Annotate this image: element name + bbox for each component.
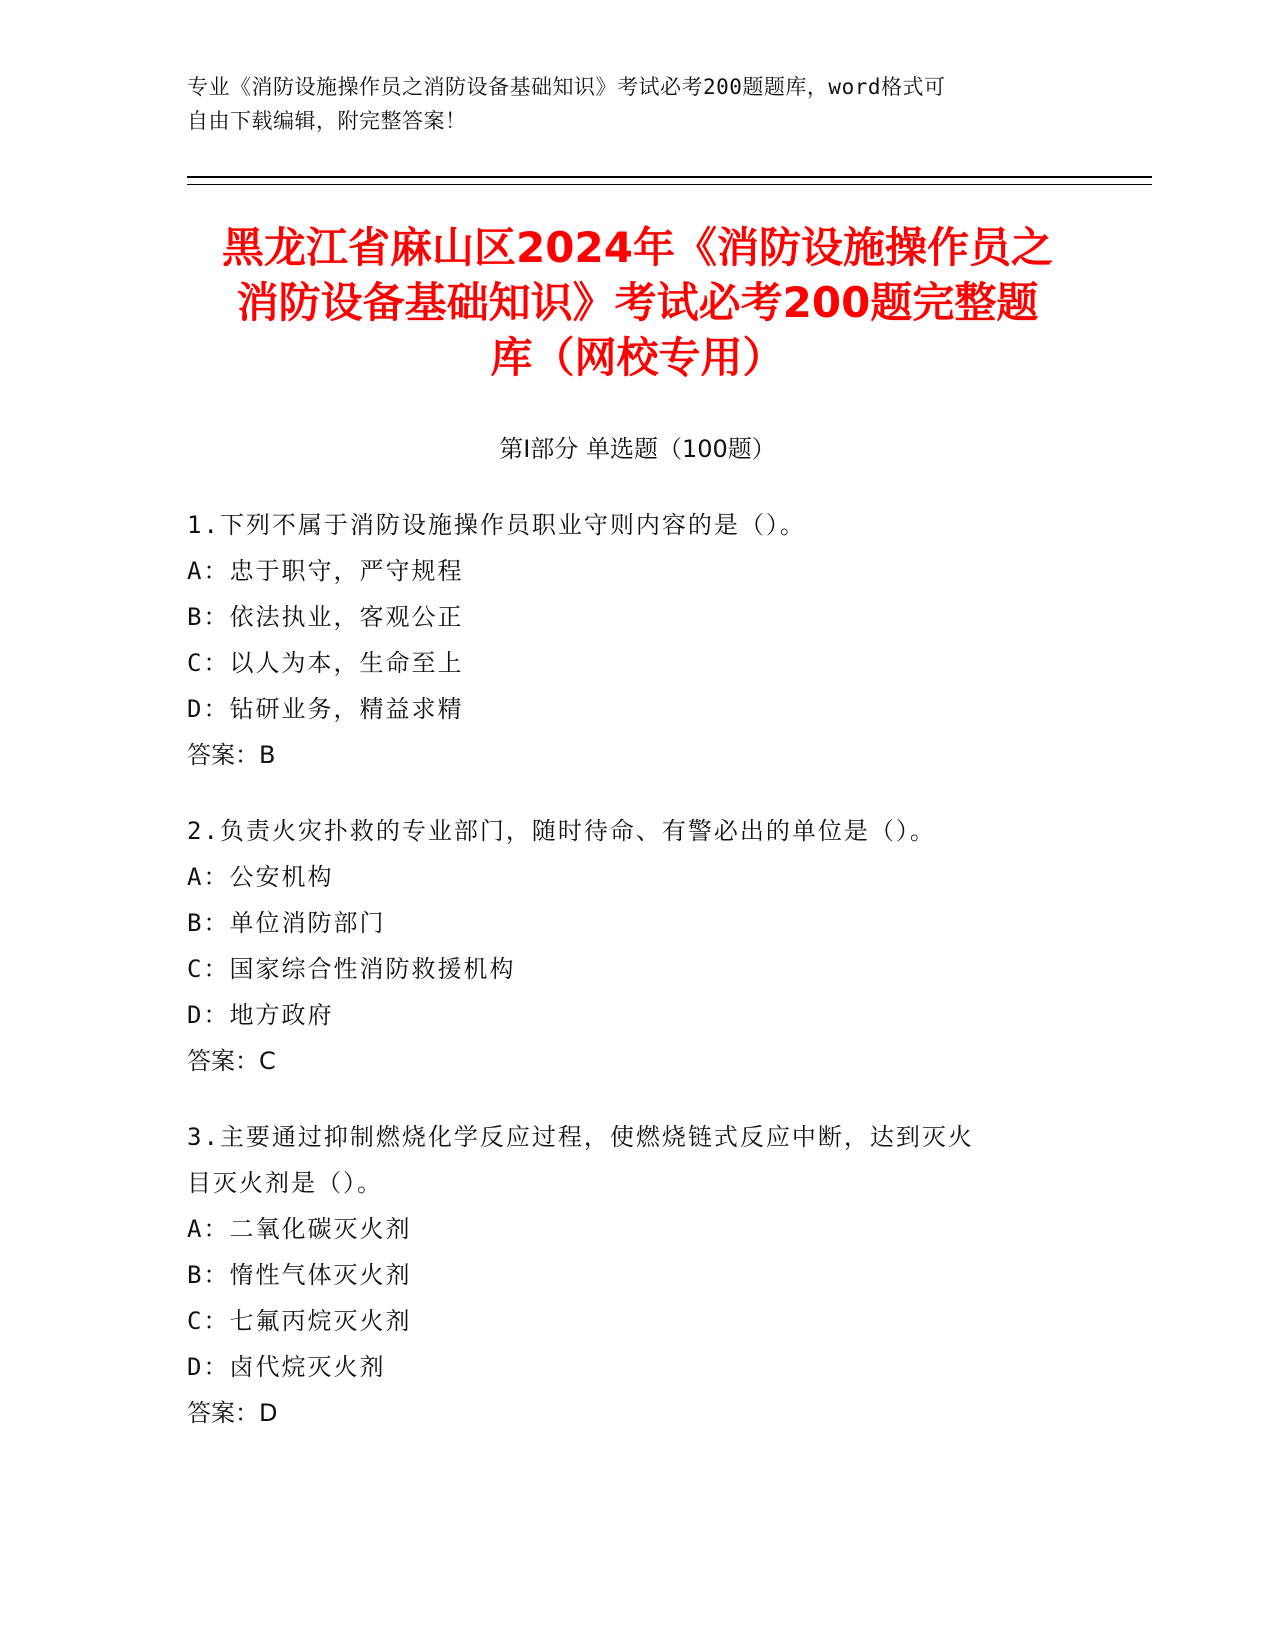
question-3-answer: 答案：D <box>187 1399 278 1427</box>
document-title-line-3: 库（网校专用） <box>490 333 785 382</box>
question-3-text-line-2: 目灭火剂是（）。 <box>187 1169 383 1197</box>
question-1-option-b: B：依法执业，客观公正 <box>187 603 464 631</box>
document-title-line-1: 黑龙江省麻山区2024年《消防设施操作员之 <box>222 223 1053 272</box>
header-divider-thin <box>187 184 1152 185</box>
question-3-option-b: B：惰性气体灭火剂 <box>187 1261 412 1289</box>
question-2 <box>187 808 1087 1084</box>
header-note-line-2: 自由下载编辑，附完整答案！ <box>187 109 467 133</box>
question-1-option-c: C：以人为本，生命至上 <box>187 649 464 677</box>
question-3 <box>187 1114 1087 1436</box>
document-title-line-2: 消防设备基础知识》考试必考200题完整题 <box>236 278 1039 327</box>
question-2-option-d: D：地方政府 <box>187 1001 334 1029</box>
question-3-option-d: D：卤代烷灭火剂 <box>187 1353 386 1381</box>
question-3-text-line-1: 3.主要通过抑制燃烧化学反应过程，使燃烧链式反应中断，达到灭火 <box>187 1123 974 1151</box>
question-2-answer: 答案：C <box>187 1047 276 1075</box>
question-2-option-a: A：公安机构 <box>187 863 334 891</box>
question-1-option-a: A：忠于职守，严守规程 <box>187 557 464 585</box>
question-2-option-c: C：国家综合性消防救援机构 <box>187 955 516 983</box>
question-3-option-a: A：二氧化碳灭火剂 <box>187 1215 412 1243</box>
header-note <box>187 70 1057 138</box>
question-1 <box>187 502 1087 778</box>
question-3-option-c: C：七氟丙烷灭火剂 <box>187 1307 412 1335</box>
question-1-text: 1.下列不属于消防设施操作员职业守则内容的是（）。 <box>187 511 806 539</box>
section-heading: 第Ⅰ部分 单选题（100题） <box>499 435 776 463</box>
question-1-option-d: D：钻研业务，精益求精 <box>187 695 464 723</box>
question-1-answer: 答案：B <box>187 741 276 769</box>
question-2-option-b: B：单位消防部门 <box>187 909 386 937</box>
question-2-text: 2.负责火灾扑救的专业部门，随时待命、有警必出的单位是（）。 <box>187 817 936 845</box>
header-divider-thick <box>187 176 1152 178</box>
header-note-line-1: 专业《消防设施操作员之消防设备基础知识》考试必考200题题库，word格式可 <box>187 75 946 99</box>
document-title <box>150 220 1125 385</box>
